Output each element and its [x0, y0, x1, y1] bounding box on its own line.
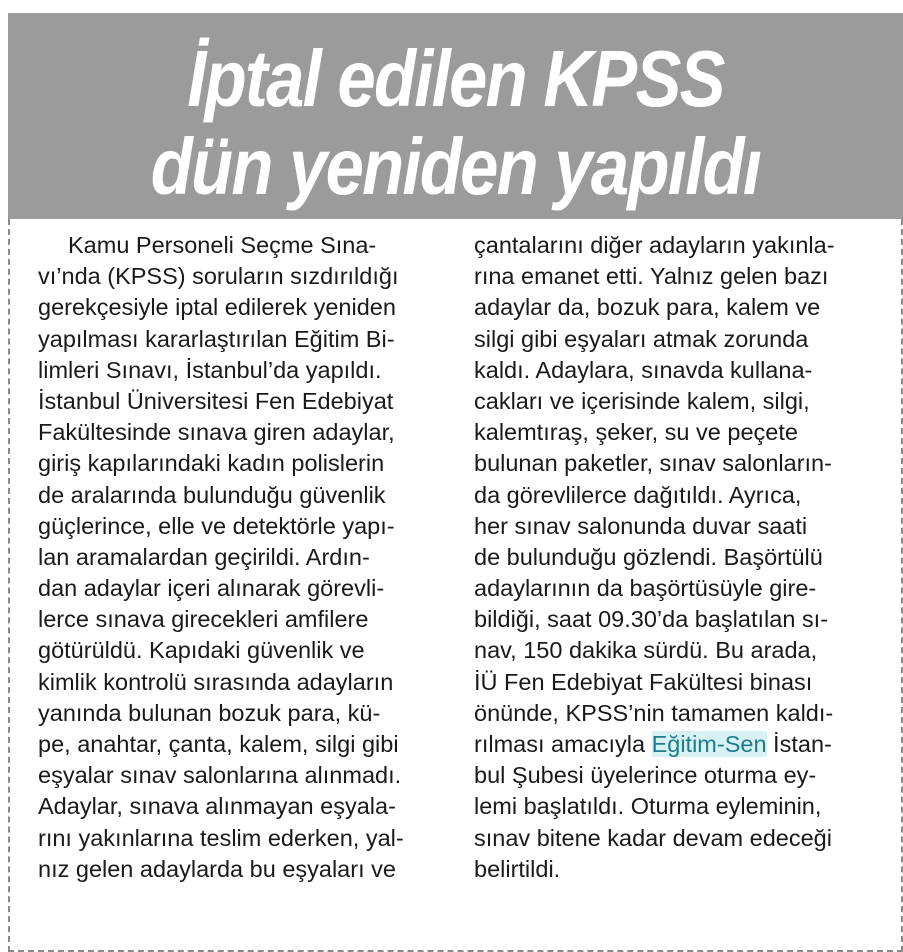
text-line: yanında bulunan bozuk para, kü- — [38, 699, 381, 726]
text-line: limleri Sınavı, İstanbul’da yapıldı. — [38, 356, 382, 383]
text-line: rına emanet etti. Yalnız gelen bazı — [474, 263, 829, 290]
text-line: İstanbul Üniversitesi Fen Edebiyat — [38, 387, 394, 414]
text-line: giriş kapılarındaki kadın polislerin — [38, 450, 385, 477]
text-fragment: İstan- — [766, 731, 832, 757]
text-line: rını yakınlarına teslim ederken, yal- — [38, 824, 404, 851]
headline-banner — [8, 13, 903, 219]
text-fragment: rılması amacıyla — [474, 731, 652, 757]
text-line: Adaylar, sınava alınmayan eşyala- — [38, 793, 396, 820]
text-line: dan adaylar içeri alınarak görevli- — [38, 575, 385, 602]
text-line: kalemtıraş, şeker, su ve peçete — [474, 419, 798, 446]
text-line: nız gelen adaylarda bu eşyaları ve — [38, 855, 396, 882]
text-line: gerekçesiyle iptal edilerek yeniden — [38, 294, 396, 321]
text-line: her sınav salonunda duvar saati — [474, 512, 808, 539]
text-line: silgi gibi eşyaları atmak zorunda — [474, 325, 809, 352]
article-column-left — [38, 230, 448, 885]
text-line: cakları ve içerisinde kalem, silgi, — [474, 387, 810, 414]
text-line: kimlik kontrolü sırasında adayların — [38, 668, 394, 695]
text-line: götürüldü. Kapıdaki güvenlik ve — [38, 637, 365, 664]
text-line-highlighted — [474, 729, 884, 760]
text-line: lerce sınava girecekleri amfilere — [38, 606, 369, 633]
text-line: adaylar da, bozuk para, kalem ve — [474, 294, 821, 321]
text-line: belirtildi. — [474, 855, 561, 882]
text-line: Fakültesinde sınava giren adaylar, — [38, 419, 395, 446]
text-line: nav, 150 dakika sürdü. Bu arada, — [474, 637, 818, 664]
text-line: da görevlilerce dağıtıldı. Ayrıca, — [474, 481, 802, 508]
text-line: önünde, KPSS’nin tamamen kaldı- — [474, 699, 834, 726]
article-column-right — [474, 230, 884, 885]
headline-line: İptal edilen KPSS — [187, 34, 724, 123]
text-line: çantalarını diğer adayların yakınla- — [474, 232, 835, 258]
text-line: pe, anahtar, çanta, kalem, silgi gibi — [38, 731, 399, 757]
highlighted-term: Eğitim-Sen — [651, 731, 767, 757]
text-line: kaldı. Adaylara, sınavda kullana- — [474, 356, 813, 383]
text-line: İÜ Fen Edebiyat Fakültesi binası — [474, 668, 813, 695]
text-line: vı’nda (KPSS) soruların sızdırıldığı — [38, 263, 399, 290]
text-line: yapılması kararlaştırılan Eğitim Bi- — [38, 325, 395, 352]
text-line: Kamu Personeli Seçme Sına- — [68, 232, 377, 258]
text-line: bul Şubesi üyelerince oturma ey- — [474, 762, 817, 789]
text-line: lemi başlatıldı. Oturma eyleminin, — [474, 793, 822, 820]
text-line: sınav bitene kadar devam edeceği — [474, 824, 832, 851]
text-line: bulunan paketler, sınav salonların- — [474, 450, 832, 477]
text-line: lan aramalardan geçirildi. Ardın- — [38, 543, 370, 570]
text-line: de aralarında bulunduğu güvenlik — [38, 481, 386, 508]
headline-line: dün yeniden yapıldı — [150, 122, 761, 211]
text-line: güçlerince, elle ve detektörle yapı- — [38, 512, 395, 539]
headline — [71, 35, 841, 211]
text-line: bildiği, saat 09.30’da başlatılan sı- — [474, 606, 829, 633]
text-line: de bulunduğu gözlendi. Başörtülü — [474, 543, 823, 570]
text-line: eşyalar sınav salonlarına alınmadı. — [38, 762, 402, 789]
text-line: adaylarının da başörtüsüyle gire- — [474, 575, 817, 602]
